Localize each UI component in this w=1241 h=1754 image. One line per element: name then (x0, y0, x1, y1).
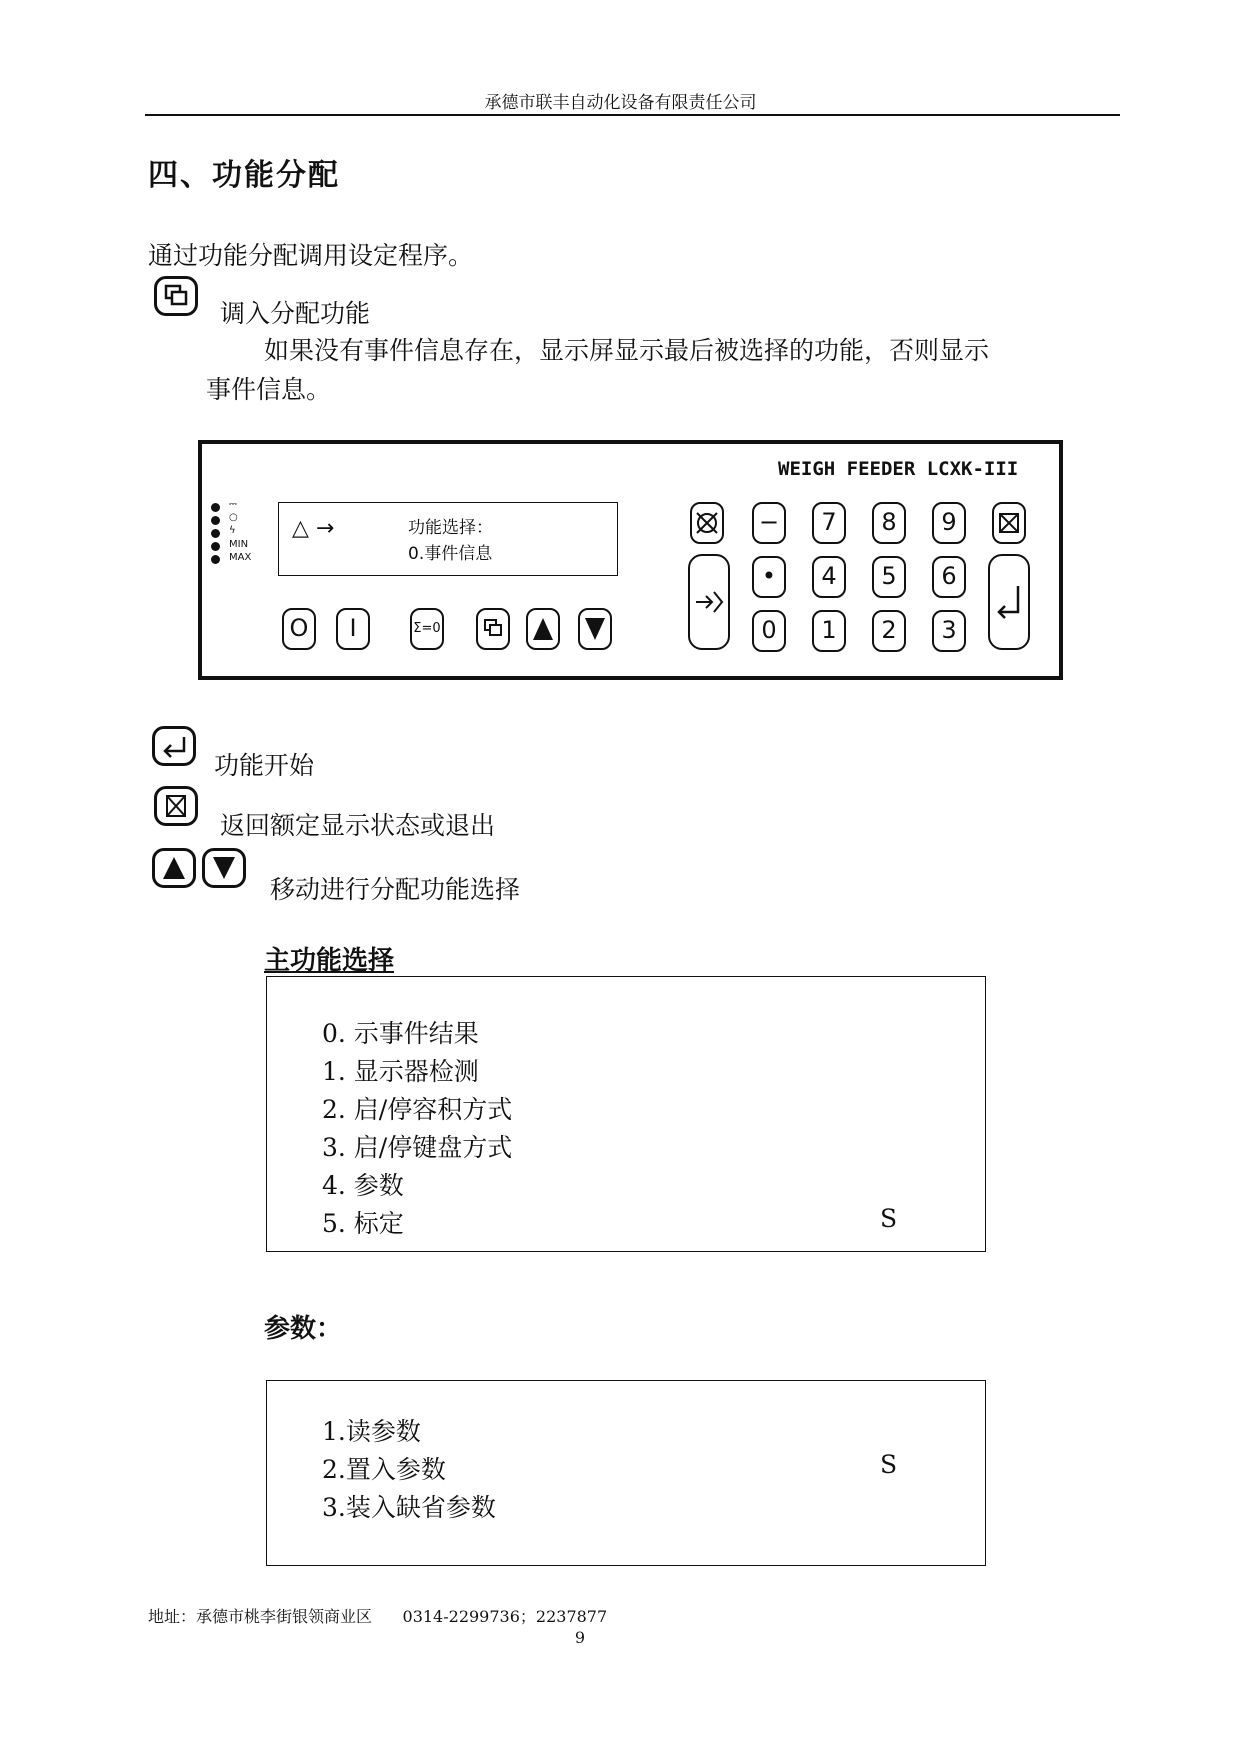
led (211, 529, 220, 538)
led (211, 542, 220, 551)
param-menu-item: 2.置入参数 (322, 1455, 446, 1484)
main-menu-title: 主功能选择 (264, 946, 395, 976)
main-menu-item: 3. 启/停键盘方式 (322, 1133, 513, 1162)
page-header: 承德市联丰自动化设备有限责任公司 (484, 93, 757, 113)
param-menu-item: 1.读参数 (322, 1417, 421, 1446)
main-menu-item: 0. 示事件结果 (322, 1019, 479, 1048)
down-arrow-icon (202, 848, 246, 888)
assign-key-icon (154, 276, 198, 316)
page-number: 9 (574, 1628, 586, 1647)
lcd-symbols: △ → (292, 516, 335, 541)
lcd-line2: 0.事件信息 (408, 544, 493, 564)
key-7[interactable]: 7 (812, 502, 846, 544)
key-off[interactable]: O (282, 608, 316, 650)
header-divider (145, 114, 1120, 116)
key-8[interactable]: 8 (872, 502, 906, 544)
key-zero[interactable]: Σ=0 (410, 608, 444, 650)
key-escape[interactable] (992, 502, 1026, 544)
key-down[interactable] (578, 608, 612, 650)
main-menu-item: 1. 显示器检测 (322, 1057, 479, 1086)
key-input[interactable] (688, 554, 730, 650)
param-menu-item: 3.装入缺省参数 (322, 1493, 496, 1522)
key-4[interactable]: 4 (812, 556, 846, 598)
key-on[interactable]: I (336, 608, 370, 650)
led (211, 516, 220, 525)
key-minus[interactable]: − (752, 502, 786, 544)
led-label: ϟ (229, 525, 236, 536)
intro-text: 通过功能分配调用设定程序。 (148, 241, 474, 270)
led-label: ⎓ (229, 499, 237, 510)
assign-key-text: 调入分配功能 (220, 299, 371, 328)
led-label: ○ (229, 512, 238, 523)
enter-key-text: 功能开始 (214, 751, 315, 780)
main-menu-marker: S (880, 1204, 898, 1233)
assign-desc-line1: 如果没有事件信息存在，显示屏显示最后被选择的功能，否则显示 (264, 336, 990, 365)
key-0[interactable]: 0 (752, 610, 786, 652)
led (211, 503, 220, 512)
key-3[interactable]: 3 (932, 610, 966, 652)
panel-title: WEIGH FEEDER LCXK-III (778, 458, 1019, 480)
key-dot[interactable]: • (752, 556, 786, 598)
updown-key-text: 移动进行分配功能选择 (270, 875, 521, 904)
led-label: MIN (229, 539, 249, 550)
param-menu-marker: S (880, 1450, 898, 1479)
key-6[interactable]: 6 (932, 556, 966, 598)
key-5[interactable]: 5 (872, 556, 906, 598)
main-menu-item: 4. 参数 (322, 1171, 404, 1200)
led-label: MAX (229, 552, 252, 563)
enter-key-icon (152, 726, 196, 766)
footer-address: 地址：承德市桃李街银领商业区 0314-2299736；2237877 (148, 1607, 608, 1626)
main-menu-item: 5. 标定 (322, 1209, 404, 1238)
main-menu-item: 2. 启/停容积方式 (322, 1095, 513, 1124)
key-assign[interactable] (476, 608, 510, 650)
up-arrow-icon (152, 848, 196, 888)
key-9[interactable]: 9 (932, 502, 966, 544)
key-2[interactable]: 2 (872, 610, 906, 652)
key-cancel[interactable] (690, 502, 724, 544)
section-title: 四、功能分配 (148, 158, 340, 193)
escape-key-text: 返回额定显示状态或退出 (220, 811, 496, 840)
assign-desc-line2: 事件信息。 (206, 375, 332, 404)
led (211, 555, 220, 564)
param-menu-title: 参数： (264, 1314, 343, 1344)
key-enter[interactable] (988, 554, 1030, 650)
key-up[interactable] (526, 608, 560, 650)
lcd-line1: 功能选择： (408, 518, 493, 538)
escape-key-icon (154, 786, 198, 826)
key-1[interactable]: 1 (812, 610, 846, 652)
